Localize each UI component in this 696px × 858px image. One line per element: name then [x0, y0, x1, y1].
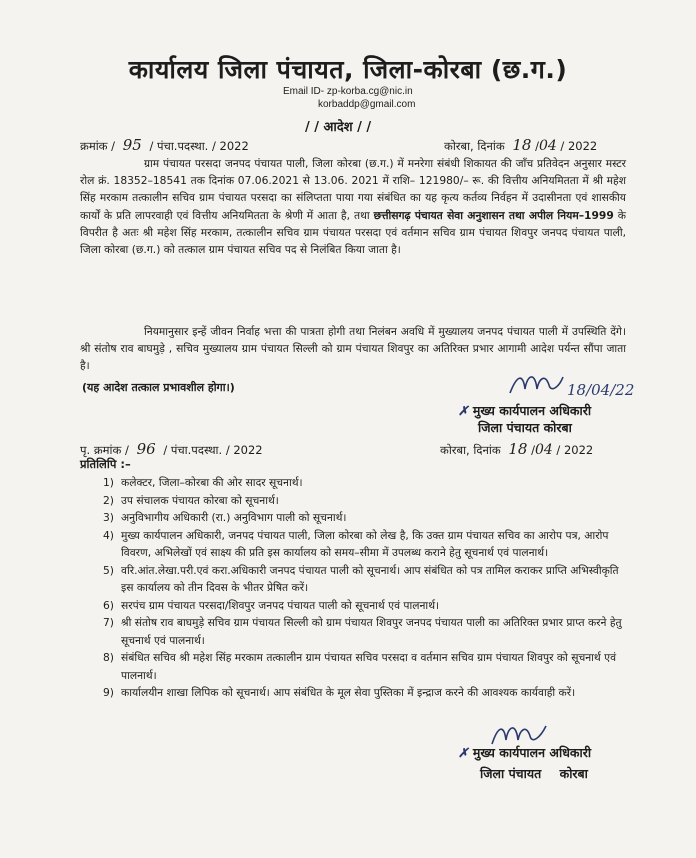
signature-1-office: जिला पंचायत कोरबा	[478, 420, 572, 435]
list-item: 3) अनुविभागीय अधिकारी (रा.) अनुविभाग पाली को सूचनार्थ।	[103, 511, 347, 524]
list-item: 8) संबंधित सचिव श्री महेश सिंह मरकाम तत्कालीन ग्राम पंचायत सचिव परसदा व वर्तमान सचिव ग्राम पंचायत शिवपुर को सूचनार्थ एवं पालनार्थ।	[103, 651, 617, 682]
para1-rule-bold: छत्तीसगढ़ पंचायत सेवा अनुशासन तथा अपील नियम–1999	[373, 208, 614, 222]
place-date-label: कोरबा, दिनांक	[444, 139, 505, 153]
order-paragraph-2: नियमानुसार इन्हें जीवन निर्वाह भत्ता की पात्रता होगी तथा निलंबन अवधि में मुख्यालय जनपद पंचायत पाली में उपस्थिति देंगे। श्री संतोष राव बाघमुड़े , सचिव मुख्यालय ग्राम पंचायत सिल्ली को ग्राम पंचायत शिवपुर का अतिरिक्त प्रभार आगामी आदेश पर्यन्त सौंपा जाता है।	[80, 325, 626, 373]
order-date: कोरबा, दिनांक 18 /04 / 2022	[444, 136, 598, 154]
list-item: 4) मुख्य कार्यपालन अधिकारी, जनपद पंचायत पाली, जिला कोरबा को लेख है, कि उक्त ग्राम पंचायत सचिव का आरोप पत्र, आरोप विवरण, अभिलेखों एवं साक्ष्य की प्रति इस कार्यालय को समय–सीमा में उपलब्ध कराने हेतु सूचनार्थ एवं पालनार्थ।	[103, 528, 609, 559]
para1-text-b: के विपरीत है अतः श्री महेश सिंह मरकाम, तत्कालीन सचिव ग्राम पंचायत परसदा एवं वर्तमान सचिव ग्राम पंचायत शिवपुर जनपद पंचायत पाली, जिला कोरबा (छ.ग.) को तत्काल ग्राम पंचायत सचिव पद से निलंबित किया जाता है।	[80, 208, 626, 257]
signature-1-designation: ✗ मुख्य कार्यपालन अधिकारी	[458, 403, 592, 418]
initial-mark-icon: ✗	[458, 403, 469, 418]
list-item: 5) वरि.आंत.लेखा.परी.एवं करा.अधिकारी जनपद पंचायत पाली को सूचनार्थ। आप संबंधित को पत्र तामिल कराकर प्राप्ति अभिस्वीकृति इस कार्यालय को तीन दिवस के भीतर प्रेषित करें।	[103, 563, 619, 594]
email-id-2: korbaddp@gmail.com	[318, 99, 416, 110]
signature-1-date: 18/04/22	[567, 381, 635, 399]
date-day: 18	[512, 136, 532, 154]
effect-note: (यह आदेश तत्काल प्रभावशील होगा।)	[82, 381, 235, 394]
kramank-label: क्रमांक /	[80, 139, 116, 153]
list-item: 6) सरपंच ग्राम पंचायत परसदा/शिवपुर जनपद पंचायत पाली को सूचनार्थ एवं पालनार्थ।	[103, 598, 440, 612]
copy-date: कोरबा, दिनांक 18 /04 / 2022	[440, 440, 594, 458]
signature-2-office: जिला पंचायत कोरबा	[480, 766, 588, 781]
office-title: कार्यालय जिला पंचायत, जिला-कोरबा (छ.ग.)	[128, 55, 568, 84]
list-item: 2) उप संचालक पंचायत कोरबा को सूचनार्थ।	[103, 493, 279, 507]
kramank-number: 95	[122, 136, 142, 154]
signature-2-designation: ✗ मुख्य कार्यपालन अधिकारी	[458, 745, 592, 760]
para1-text-a: ग्राम पंचायत परसदा जनपद पंचायत पाली, जिला कोरबा (छ.ग.) में मनरेगा संबंधी शिकायत की जाँच प्रतिवेदन अनुसार मस्टर रोल क्रं. 18352–18541 तक दिनांक 07.06.2021 से 13.06. 2021 में राशि– 121980/– रू. की वित्तीय अनियमितता में श्री महेश सिंह मरकाम तत्कालीन सचिव ग्राम पंचायत परसदा का संलिप्तता पाया गया संबंधित का यह कृत्य कर्तव्य निर्वहन में उदासीनता एवं शासकीय कार्यों के प्रति लापरवाही एवं वित्तीय अनियमितता के श्रेणी में आता है, तथा	[80, 157, 626, 222]
email-id: Email ID- zp-korba.cg@nic.in	[283, 86, 413, 97]
pratilipi-heading: प्रतिलिपि :–	[80, 457, 131, 471]
list-item: 1) कलेक्टर, जिला–कोरबा की ओर सादर सूचनार्थ।	[103, 476, 303, 489]
list-item: 9) कार्यालयीन शाखा लिपिक को सूचनार्थ। आप संबंधित के मूल सेवा पुस्तिका में इन्द्राज करने की आवश्यक कार्यवाही करें।	[103, 686, 576, 699]
order-heading: / / आदेश / /	[305, 120, 372, 135]
kramank-rest: / पंचा.पदस्था. / 2022	[149, 139, 249, 153]
copy-date-month: 04	[534, 442, 553, 458]
list-item: 7) श्री संतोष राव बाघमुड़े सचिव ग्राम पंचायत सिल्ली को ग्राम पंचायत शिवपुर जनपद पंचायत पाली का अतिरिक्त प्रभार प्राप्त करने हेतु सूचनार्थ एवं पालनार्थ।	[103, 616, 622, 647]
date-month: 04	[538, 138, 557, 154]
initial-mark-icon: ✗	[458, 745, 469, 760]
order-paragraph-1	[80, 155, 626, 258]
copy-list	[103, 474, 623, 702]
date-year: / 2022	[560, 139, 598, 153]
copy-kramank-number: 96	[136, 440, 156, 458]
copy-date-day: 18	[508, 440, 528, 458]
copy-number: पृ. क्रमांक / 96 / पंचा.पदस्था. / 2022	[80, 440, 263, 458]
order-number	[80, 136, 249, 154]
